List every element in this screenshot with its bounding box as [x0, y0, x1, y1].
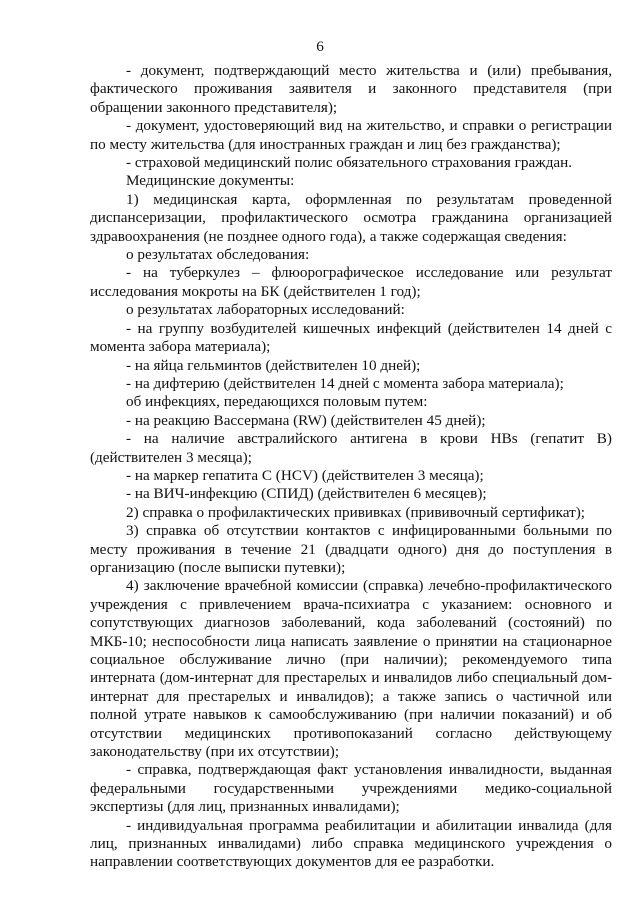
page-number: 6	[316, 38, 324, 55]
paragraph-diphtheria: - на дифтерию (действителен 14 дней с момента забора материала);	[126, 374, 564, 392]
paragraph-residence-permit: - документ, удостоверяющий вид на жительство, и справки о регистрации по месту жительства (для иностранных граждан и лиц без гражданства);	[90, 117, 612, 153]
paragraph-lab-results: о результатах лабораторных исследований:	[126, 301, 405, 319]
paragraph-medical-commission: 4) заключение врачебной комиссии (справка) лечебно-профилактического учреждения с привлечением врача-психиатра с указанием: основного и сопутствующих диагнозов заболеваний, кода заболеваний (состояний) по МКБ-10; неспособности лица написать заявление о принятии на стационарное социальное обслуживание лично (при наличии); рекомендуемого типа интерната (дом-интернат для престарелых и инвалидов либо специальный дом-интернат для престарелых и инвалидов); а также запись о частичной или полной утрате навыков к самообслуживанию (при наличии показаний) и об отсутствии медицинских противопоказаний согласно действующему законодательству (при их отсутствии);	[90, 577, 612, 761]
paragraph-intestinal-infections: - на группу возбудителей кишечных инфекций (действителен 14 дней с момента забора материала);	[90, 319, 612, 356]
paragraph-hepatitis-c: - на маркер гепатита С (HCV) (действителен 3 месяца);	[126, 466, 484, 484]
paragraph-insurance-policy: - страховой медицинский полис обязательного страхования граждан.	[126, 154, 573, 172]
paragraph-sti-heading: об инфекциях, передающихся половым путем:	[126, 393, 428, 411]
paragraph-residence-document: - документ, подтверждающий место жительства и (или) пребывания, фактического проживания заявителя и законного представителя (при обращении законного представителя);	[90, 62, 612, 116]
paragraph-wassermann: - на реакцию Вассермана (RW) (действителен 45 дней);	[126, 411, 486, 429]
paragraph-medical-card: 1) медицинская карта, оформленная по результатам проведенной диспансеризации, профилактического осмотра гражданина организацией здравоохранения (не позднее одного года), а также содержащая сведения:	[90, 190, 612, 245]
paragraph-tuberculosis: - на туберкулез – флюорографическое исследование или результат исследования мокроты на БК (действителен 1 год);	[90, 264, 612, 300]
paragraph-hbs-antigen: - на наличие австралийского антигена в крови HBs (гепатит B) (действителен 3 месяца);	[90, 430, 612, 466]
document-body	[90, 62, 612, 872]
paragraph-medical-documents-heading: Медицинские документы:	[126, 172, 295, 190]
paragraph-examination-results: о результатах обследования:	[126, 246, 310, 264]
paragraph-disability-certificate: - справка, подтверждающая факт установления инвалидности, выданная федеральными государственными учреждениями медико-социальной экспертизы (для лиц, признанных инвалидами);	[90, 761, 612, 816]
paragraph-no-contacts-certificate: 3) справка об отсутствии контактов с инфицированными больными по месту проживания в течение 21 (двадцати одного) дня до поступления в организацию (после выписки путевки);	[90, 522, 612, 576]
paragraph-helminths: - на яйца гельминтов (действителен 10 дней);	[126, 356, 421, 374]
paragraph-rehabilitation-program: - индивидуальная программа реабилитации и абилитации инвалида (для лиц, признанных инвалидами) либо справка медицинского учреждения о направлении соответствующих документов для ее разработки.	[90, 816, 612, 871]
paragraph-vaccination-certificate: 2) справка о профилактических прививках (прививочный сертификат);	[126, 503, 586, 521]
paragraph-hiv: - на ВИЧ-инфекцию (СПИД) (действителен 6 месяцев);	[126, 485, 487, 503]
